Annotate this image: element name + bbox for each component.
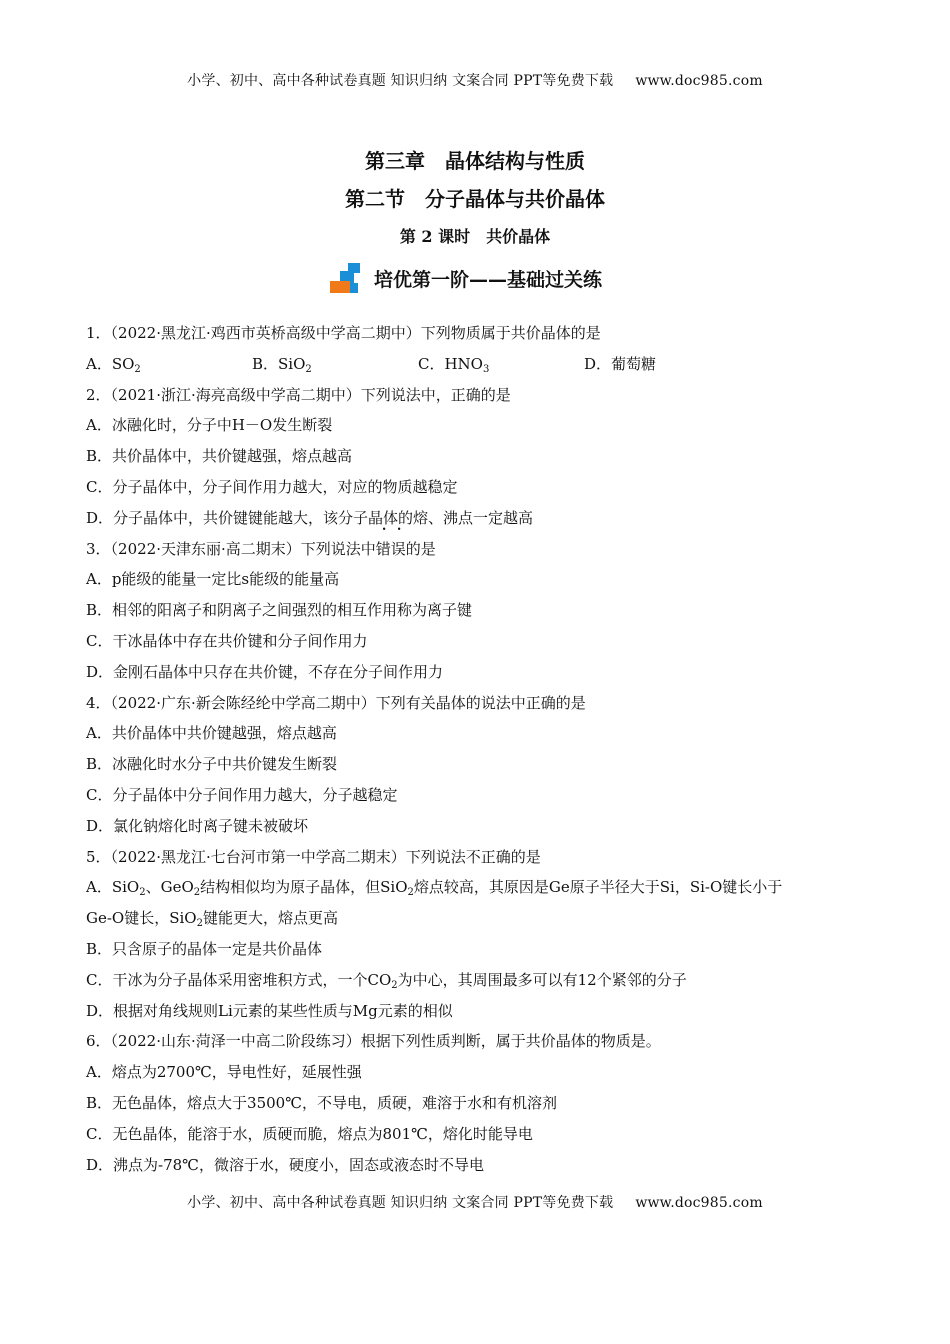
page-footer	[0, 1192, 950, 1212]
q5-option-a-cont: Ge-O键长，SiO$_2$键能更大，熔点更高	[86, 909, 338, 930]
q5-stem: 5．（2022·黑龙江·七台河市第一中学高二期末）下列说法不正确的是	[86, 847, 541, 866]
chapter-title: 第三章 晶体结构与性质	[365, 149, 585, 173]
q2-option-d[interactable]: D．分子晶体中，共价键键能越大，该分子晶体的熔、沸点一定越高	[86, 508, 534, 527]
q1-option-d[interactable]: D．葡萄糖	[584, 354, 657, 373]
q4-option-c[interactable]: C．分子晶体中分子间作用力越大，分子越稳定	[86, 785, 398, 804]
q3-option-d[interactable]: D．金刚石晶体中只存在共价键，不存在分子间作用力	[86, 662, 444, 681]
level-banner	[326, 258, 602, 298]
q5-option-b[interactable]: B．只含原子的晶体一定是共价晶体	[86, 939, 323, 958]
q2-option-b[interactable]: B．共价晶体中，共价键越强，熔点越高	[86, 447, 353, 466]
q3-option-b[interactable]: B．相邻的阳离子和阴离子之间强烈的相互作用称为离子键	[86, 601, 473, 620]
q6-option-c[interactable]: C．无色晶体，能溶于水，质硬而脆，熔点为801℃，熔化时能导电	[86, 1124, 533, 1143]
q2-option-a[interactable]: A．冰融化时，分子中H－O发生断裂	[86, 416, 333, 435]
q2-option-c[interactable]: C．分子晶体中，分子间作用力越大，对应的物质越稳定	[86, 477, 458, 496]
q6-option-b[interactable]: B．无色晶体，熔点大于3500℃，不导电，质硬，难溶于水和有机溶剂	[86, 1093, 557, 1112]
footer-text: 小学、初中、高中各种试卷真题 知识归纳 文案合同 PPT等免费下载	[187, 1195, 614, 1211]
q3-option-c[interactable]: C．干冰晶体中存在共价键和分子间作用力	[86, 631, 368, 650]
q6-option-a[interactable]: A．熔点为2700℃，导电性好，延展性强	[86, 1063, 362, 1082]
q4-option-d[interactable]: D．氯化钠熔化时离子键未被破坏	[86, 816, 309, 835]
q4-option-b[interactable]: B．冰融化时水分子中共价键发生断裂	[86, 755, 338, 774]
banner-text: 培优第一阶——基础过关练	[374, 268, 603, 291]
q1-option-a[interactable]: A．$SO_2$	[86, 354, 141, 375]
question-list	[86, 318, 866, 1180]
page-header	[0, 70, 950, 90]
q4-stem: 4．（2022·广东·新会陈经纶中学高二期中）下列有关晶体的说法中正确的是	[86, 693, 586, 712]
footer-site[interactable]: www.doc985.com	[635, 1195, 763, 1211]
q5-option-a[interactable]: A．SiO$_2$、GeO$_2$结构相似均为原子晶体，但SiO$_2$熔点较高，其原因是Ge原子半径大于Si，Si-O键长小于	[86, 878, 783, 899]
lesson-title: 第 2 课时 共价晶体	[399, 227, 551, 246]
q5-option-d[interactable]: D．根据对角线规则Li元素的某些性质与Mg元素的相似	[86, 1001, 453, 1020]
q3-option-a[interactable]: A．p能级的能量一定比s能级的能量高	[86, 570, 340, 589]
q1-option-c[interactable]: C．$HNO_3$	[418, 354, 490, 375]
emphasis-mark: 错	[375, 539, 391, 558]
q2-stem: 2．（2021·浙江·海亮高级中学高二期中）下列说法中，正确的是	[86, 385, 511, 404]
emphasis-mark: 误	[390, 539, 406, 558]
q3-stem: 3．（2022·天津东丽·高二期末）下列说法中错误的是	[86, 539, 436, 558]
steps-icon	[326, 261, 368, 295]
q6-stem: 6．（2022·山东·菏泽一中高二阶段练习）根据下列性质判断，属于共价晶体的物质是。	[86, 1032, 661, 1051]
header-site[interactable]: www.doc985.com	[635, 73, 763, 89]
header-text: 小学、初中、高中各种试卷真题 知识归纳 文案合同 PPT等免费下载	[187, 73, 614, 89]
q1-option-b[interactable]: B．SiO$_2$	[252, 354, 312, 375]
q1-options	[86, 349, 866, 380]
q5-option-c[interactable]: C．干冰为分子晶体采用密堆积方式，一个$CO_2$为中心，其周围最多可以有12个紧邻的分子	[86, 970, 687, 991]
q1-stem: 1．（2022·黑龙江·鸡西市英桥高级中学高二期中）下列物质属于共价晶体的是	[86, 324, 601, 342]
section-title: 第二节 分子晶体与共价晶体	[345, 187, 605, 211]
q6-option-d[interactable]: D．沸点为-78℃，微溶于水，硬度小，固态或液态时不导电	[86, 1155, 484, 1174]
q4-option-a[interactable]: A．共价晶体中共价键越强，熔点越高	[86, 724, 337, 743]
